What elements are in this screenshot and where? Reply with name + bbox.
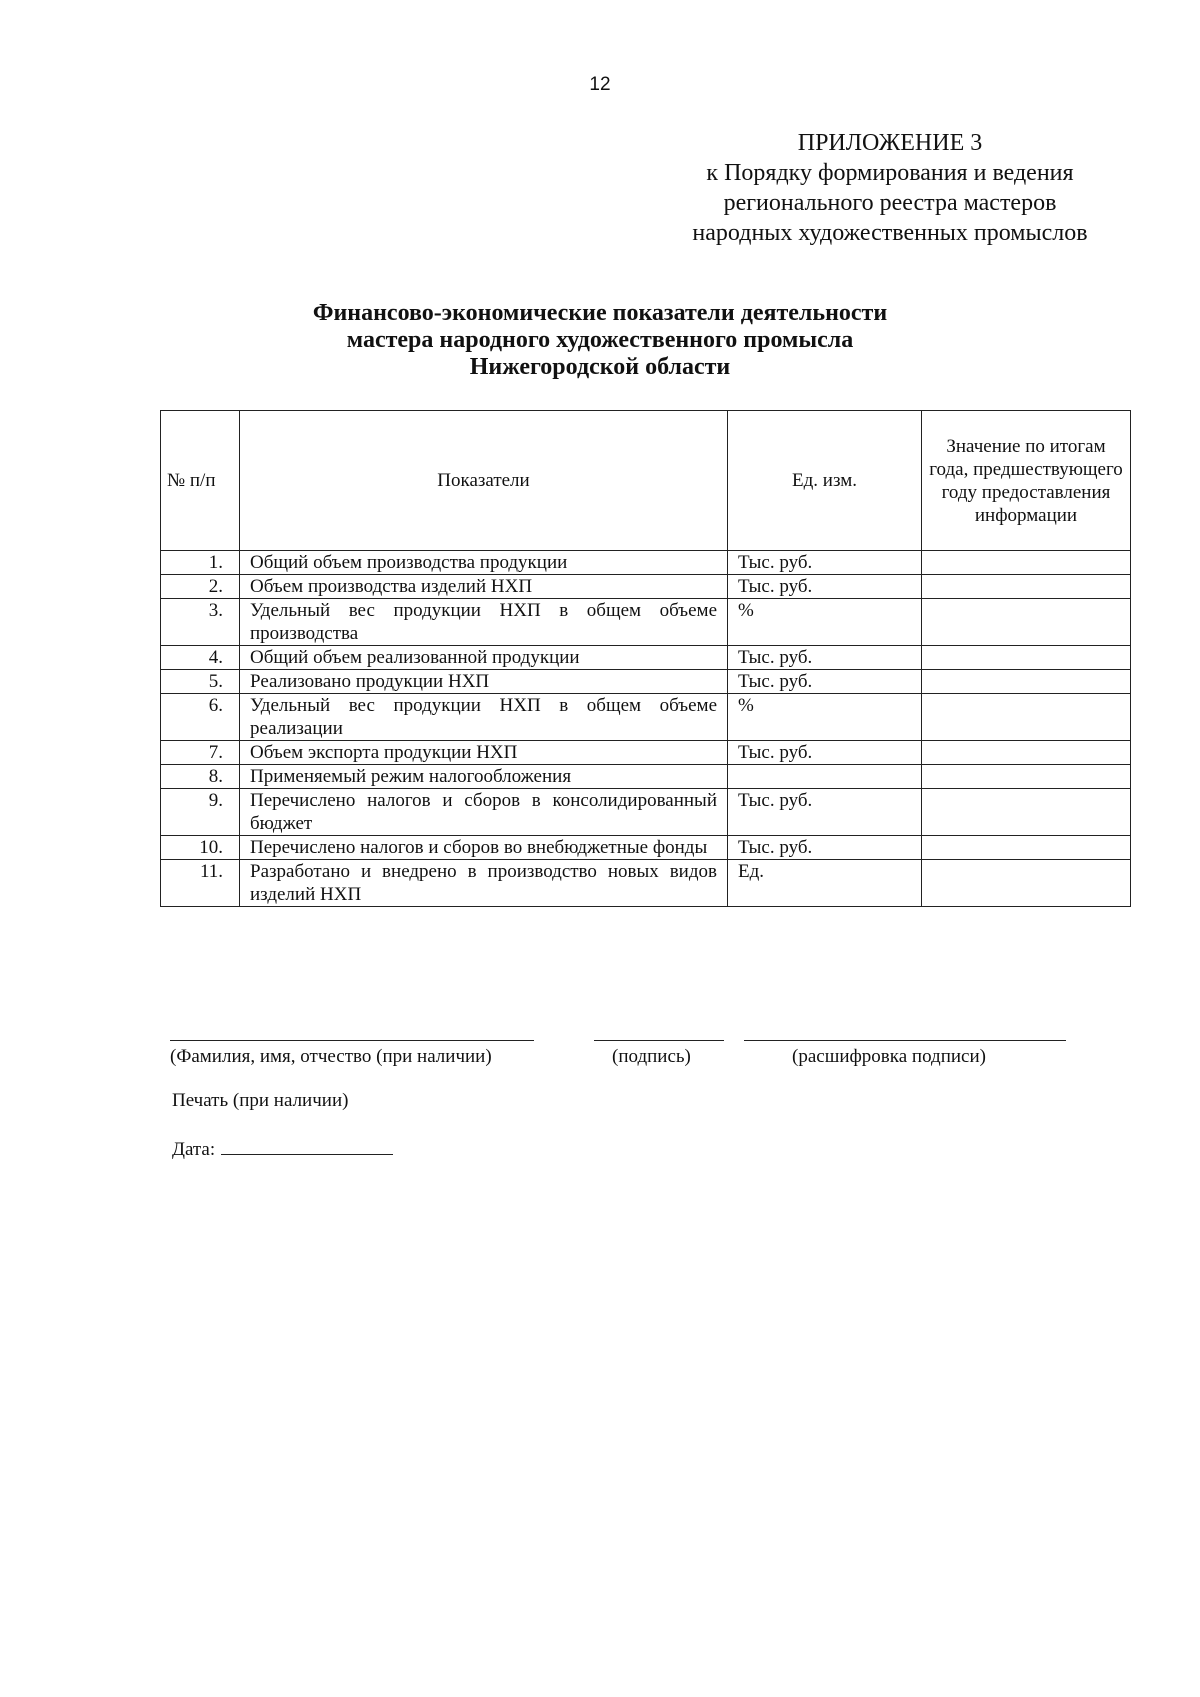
transcript-caption: (расшифровка подписи) xyxy=(792,1046,986,1067)
table-row xyxy=(161,765,1131,789)
row-number: 4. xyxy=(161,646,240,670)
page-number: 12 xyxy=(589,74,611,95)
title-line: Нижегородской области xyxy=(469,354,731,380)
row-value[interactable] xyxy=(922,551,1131,575)
row-unit: Тыс. руб. xyxy=(728,789,922,836)
table-row xyxy=(161,599,1131,646)
row-value[interactable] xyxy=(922,646,1131,670)
row-value[interactable] xyxy=(922,789,1131,836)
row-indicator: Реализовано продукции НХП xyxy=(240,670,728,694)
header-indicator: Показатели xyxy=(240,411,728,551)
header-number: № п/п xyxy=(161,411,240,551)
appendix-header xyxy=(640,128,1140,248)
row-value[interactable] xyxy=(922,599,1131,646)
row-value[interactable] xyxy=(922,860,1131,907)
row-value[interactable] xyxy=(922,765,1131,789)
row-unit: Ед. xyxy=(728,860,922,907)
row-number: 5. xyxy=(161,670,240,694)
row-indicator: Объем экспорта продукции НХП xyxy=(240,741,728,765)
row-indicator: Объем производства изделий НХП xyxy=(240,575,728,599)
header-unit: Ед. изм. xyxy=(728,411,922,551)
row-unit: Тыс. руб. xyxy=(728,670,922,694)
row-indicator: Применяемый режим налогообложения xyxy=(240,765,728,789)
row-unit: Тыс. руб. xyxy=(728,551,922,575)
transcript-line[interactable] xyxy=(744,1040,1066,1041)
row-value[interactable] xyxy=(922,694,1131,741)
row-value[interactable] xyxy=(922,836,1131,860)
row-unit: Тыс. руб. xyxy=(728,646,922,670)
indicators-table xyxy=(160,410,1131,907)
row-indicator: Общий объем производства продукции xyxy=(240,551,728,575)
row-value[interactable] xyxy=(922,670,1131,694)
row-number: 8. xyxy=(161,765,240,789)
full-name-caption: (Фамилия, имя, отчество (при наличии) xyxy=(170,1046,492,1067)
table-row xyxy=(161,575,1131,599)
row-number: 7. xyxy=(161,741,240,765)
row-unit: Тыс. руб. xyxy=(728,741,922,765)
row-indicator: Удельный вес продукции НХП в общем объеме реализации xyxy=(240,694,728,741)
table-row xyxy=(161,860,1131,907)
appendix-heading: ПРИЛОЖЕНИЕ 3 xyxy=(797,130,983,156)
date-field-line[interactable] xyxy=(221,1136,393,1155)
table-row xyxy=(161,836,1131,860)
row-number: 6. xyxy=(161,694,240,741)
table-row xyxy=(161,551,1131,575)
row-number: 1. xyxy=(161,551,240,575)
appendix-line: регионального реестра мастеров xyxy=(723,190,1057,216)
table-row xyxy=(161,694,1131,741)
document-title xyxy=(0,300,1200,381)
full-name-line[interactable] xyxy=(170,1040,534,1041)
row-value[interactable] xyxy=(922,741,1131,765)
date-row xyxy=(172,1136,393,1161)
row-number: 11. xyxy=(161,860,240,907)
table-row xyxy=(161,670,1131,694)
appendix-line: народных художественных промыслов xyxy=(692,220,1088,246)
table-row xyxy=(161,789,1131,836)
row-unit: Тыс. руб. xyxy=(728,575,922,599)
row-indicator: Общий объем реализованной продукции xyxy=(240,646,728,670)
table-header-row xyxy=(161,411,1131,551)
table-row xyxy=(161,741,1131,765)
row-number: 9. xyxy=(161,789,240,836)
row-number: 2. xyxy=(161,575,240,599)
table-row xyxy=(161,646,1131,670)
row-indicator: Удельный вес продукции НХП в общем объеме производства xyxy=(240,599,728,646)
stamp-label: Печать (при наличии) xyxy=(172,1090,349,1111)
row-unit: Тыс. руб. xyxy=(728,836,922,860)
signature-caption: (подпись) xyxy=(612,1046,691,1067)
appendix-line: к Порядку формирования и ведения xyxy=(706,160,1074,186)
signature-line[interactable] xyxy=(594,1040,724,1041)
title-line: Финансово-экономические показатели деятельности xyxy=(312,300,888,326)
row-indicator: Перечислено налогов и сборов во внебюджетные фонды xyxy=(240,836,728,860)
row-unit: % xyxy=(728,694,922,741)
row-unit xyxy=(728,765,922,789)
row-number: 3. xyxy=(161,599,240,646)
row-value[interactable] xyxy=(922,575,1131,599)
row-indicator: Разработано и внедрено в производство новых видов изделий НХП xyxy=(240,860,728,907)
date-label: Дата: xyxy=(172,1139,216,1160)
row-indicator: Перечислено налогов и сборов в консолидированный бюджет xyxy=(240,789,728,836)
title-line: мастера народного художественного промысла xyxy=(346,327,854,353)
header-value: Значение по итогам года, предшествующего году предоставления информации xyxy=(922,411,1131,551)
row-number: 10. xyxy=(161,836,240,860)
row-unit: % xyxy=(728,599,922,646)
